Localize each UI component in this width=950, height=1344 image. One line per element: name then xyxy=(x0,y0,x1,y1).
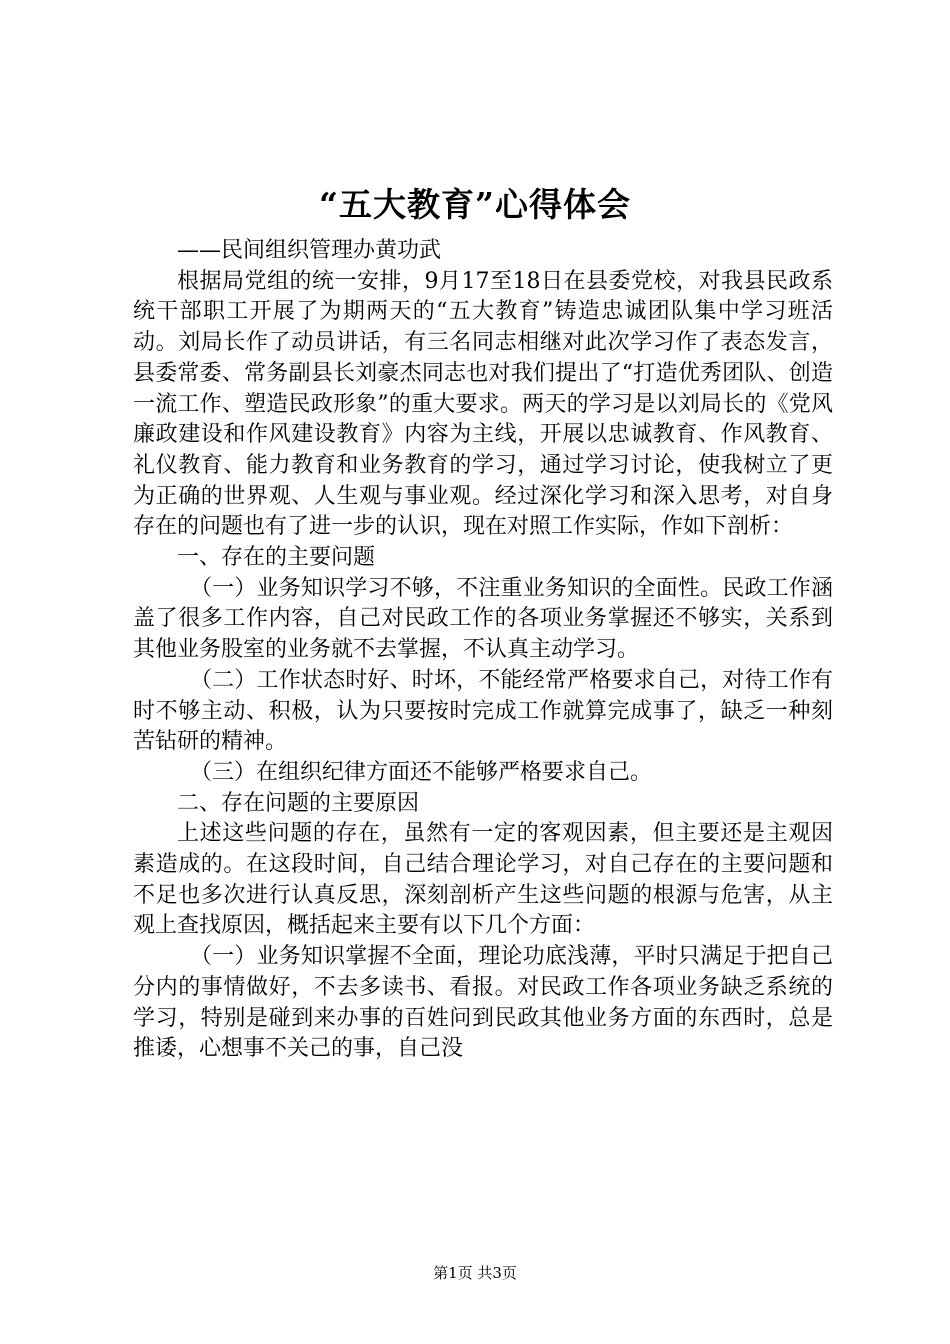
paragraph: （三）在组织纪律方面还不能够严格要求自己。 xyxy=(190,759,653,785)
paragraph: （一）业务知识掌握不全面，理论功底浅薄，平时只满足于把自己分内的事情做好，不去多读书、看报。对民政工作各项业务缺乏系统的学习，特别是碰到来办事的百姓问到民政其他业务方面的东西时，总是推诿，心想事不关己的事，自己没 xyxy=(133,944,833,1062)
paragraph: 根据局党组的统一安排，9月17至18日在县委党校，对我县民政系统干部职工开展了为期两天的“五大教育”铸造忠诚团队集中学习班活动。刘局长作了动员讲话，有三名同志相继对此次学习作了表态发言，县委常委、常务副县长刘豪杰同志也对我们提出了“打造优秀团队、创造一流工作、塑造民政形象”的重大要求。两天的学习是以刘局长的《党风廉政建设和作风建设教育》内容为主线，开展以忠诚教育、作风教育、礼仪教育、能力教育和业务教育的学习，通过学习讨论，使我树立了更为正确的世界观、人生观与事业观。经过深化学习和深入思考，对自身存在的问题也有了进一步的认识，现在对照工作实际，作如下剖析： xyxy=(133,268,833,540)
paragraph: （一）业务知识学习不够，不注重业务知识的全面性。民政工作涵盖了很多工作内容，自己对民政工作的各项业务掌握还不够实，关系到其他业务股室的业务就不去掌握，不认真主动学习。 xyxy=(133,575,833,663)
section-heading: 一、存在的主要问题 xyxy=(177,545,376,571)
paragraph: 上述这些问题的存在，虽然有一定的客观因素，但主要还是主观因素造成的。在这段时间，自己结合理论学习，对自己存在的主要问题和不足也多次进行认真反思，深刻剖析产生这些问题的根源与危害，从主观上查找原因，概括起来主要有以下几个方面： xyxy=(133,821,833,939)
document-title: “五大教育”心得体会 xyxy=(319,185,631,224)
author-line: ——民间组织管理办黄功武 xyxy=(177,238,442,263)
page-footer: 第1页 共3页 xyxy=(433,1264,517,1282)
document-body xyxy=(133,236,833,1065)
section-heading: 二、存在问题的主要原因 xyxy=(177,790,420,816)
paragraph: （二）工作状态时好、时坏，不能经常严格要求自己，对待工作有时不够主动、积极，认为只要按时完成工作就算完成事了，缺乏一种刻苦钻研的精神。 xyxy=(133,667,833,755)
